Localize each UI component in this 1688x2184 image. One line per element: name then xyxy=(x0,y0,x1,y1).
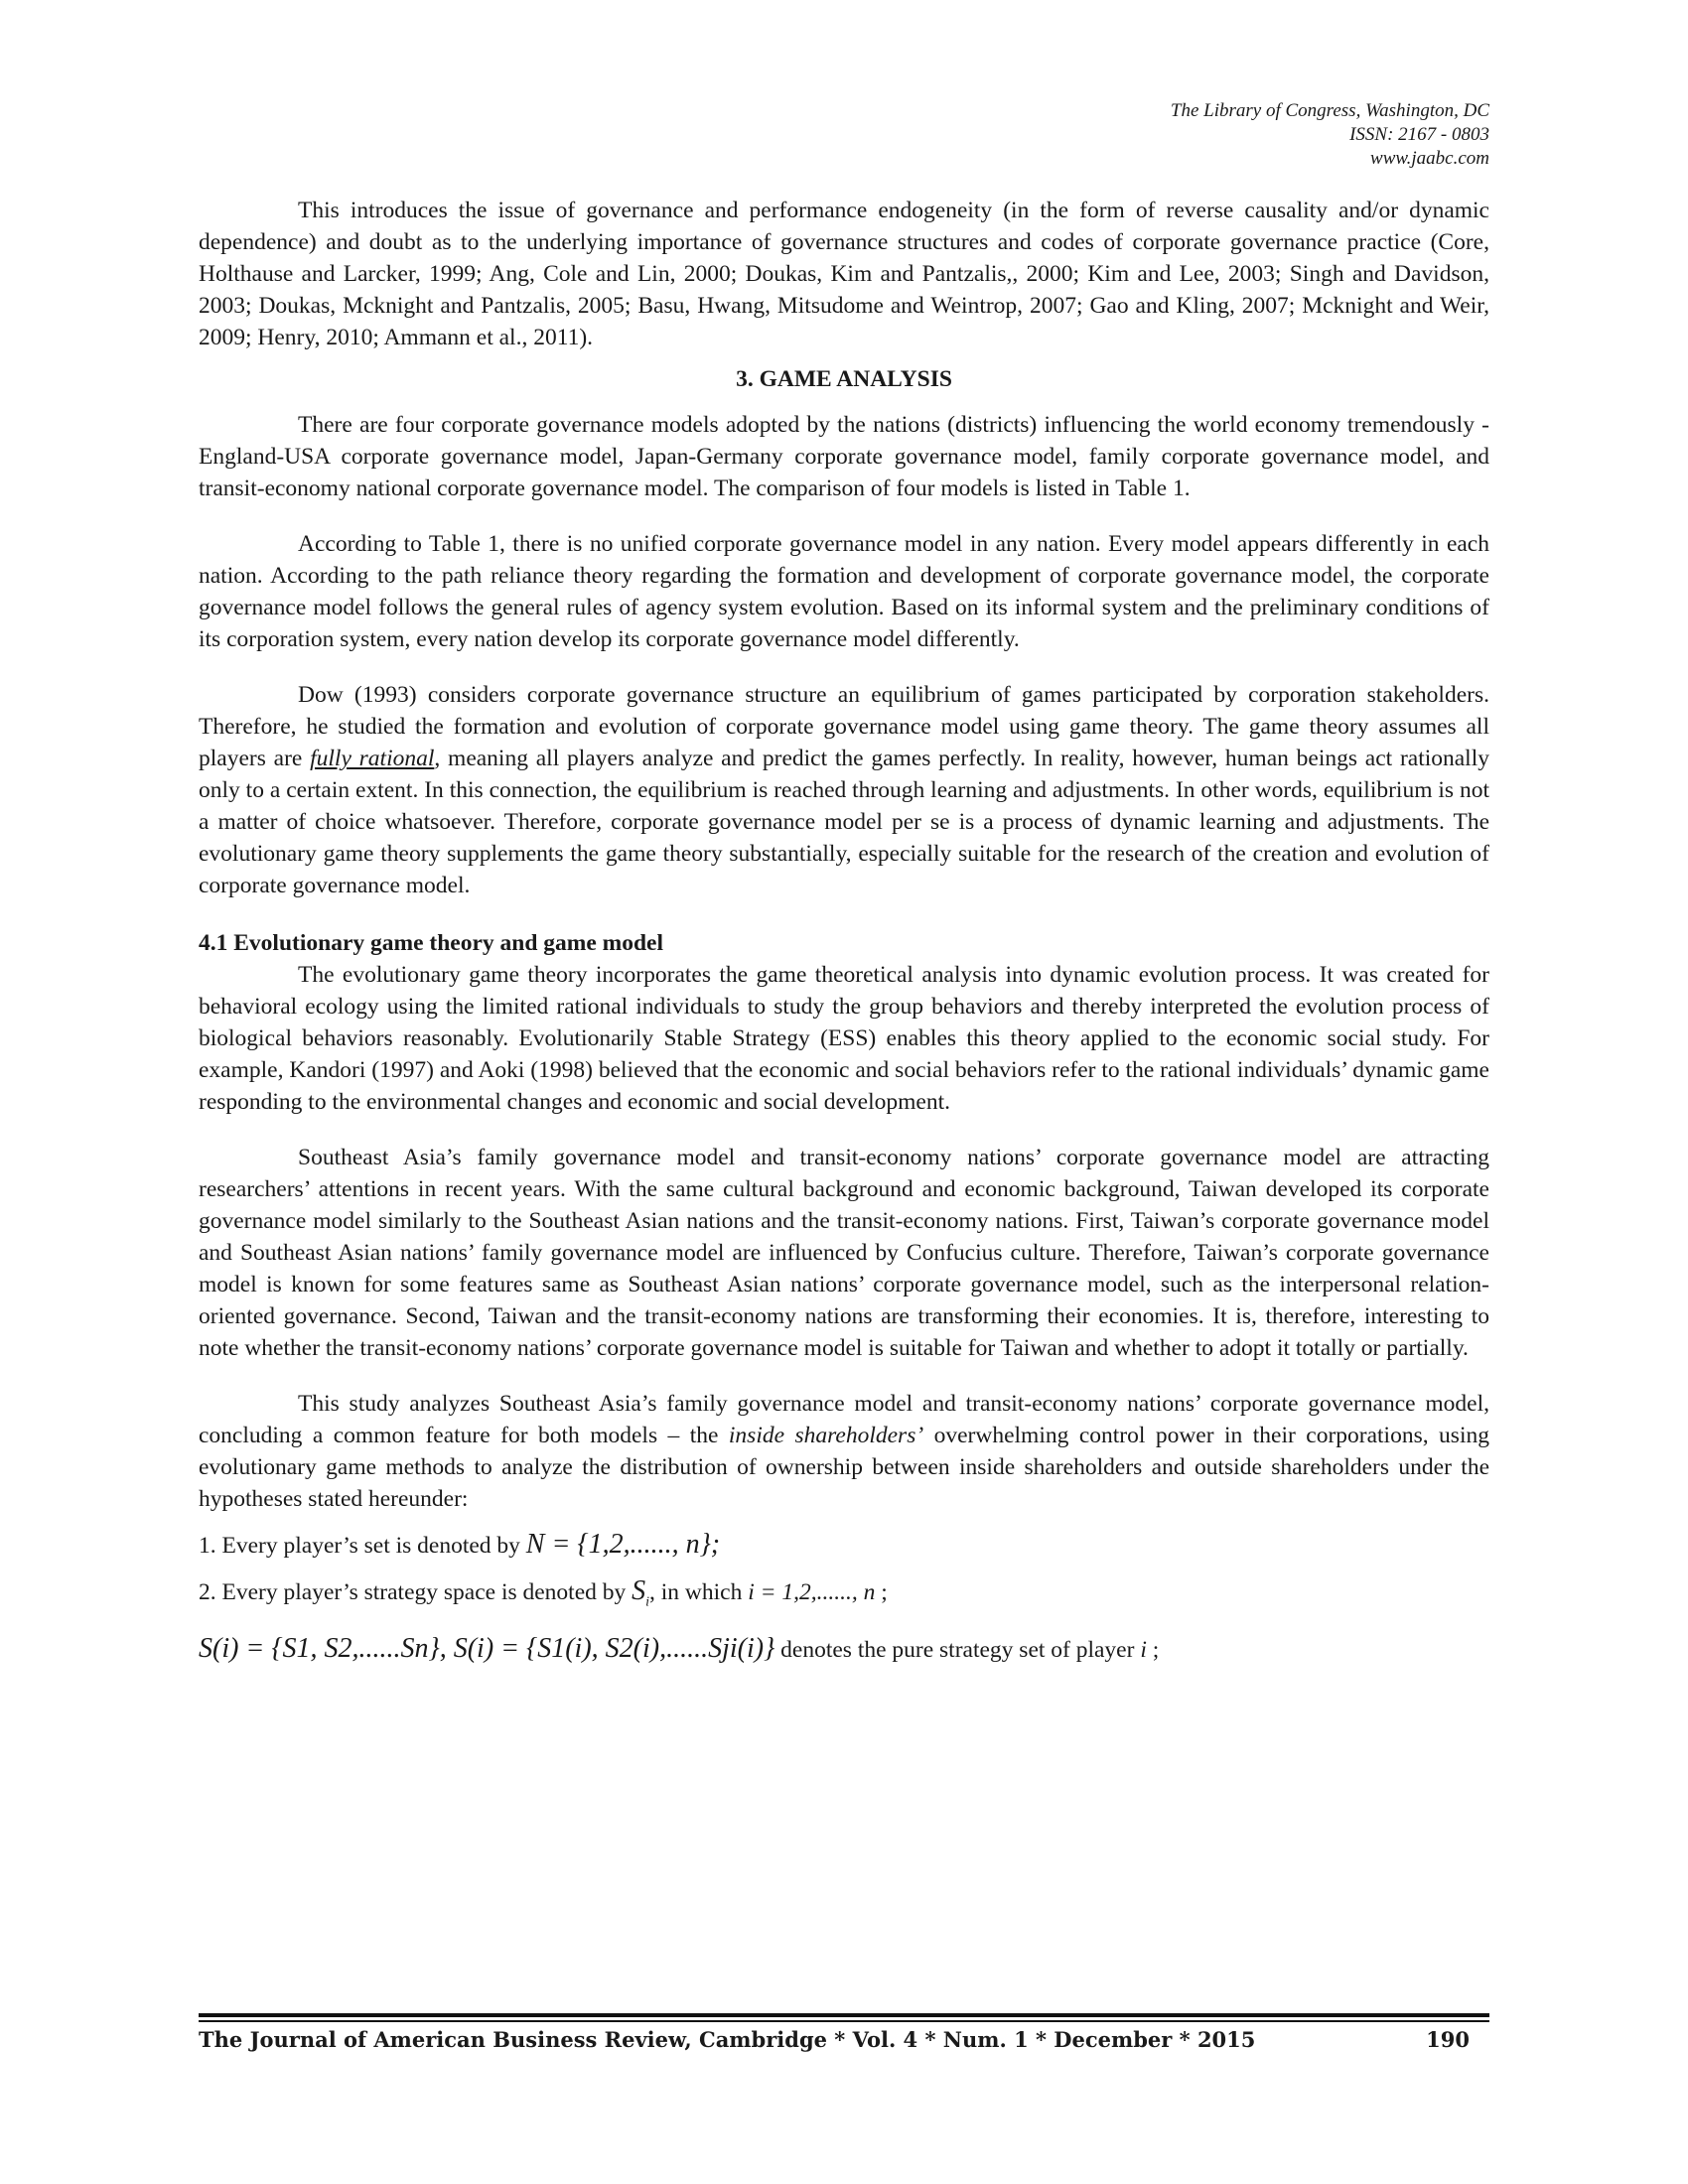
footer-rule-thick xyxy=(199,2013,1489,2017)
paragraph-dow xyxy=(199,679,1489,901)
journal-citation: The Journal of American Business Review, Cambridge * Vol. 4 * Num. 1 * December * 2015 xyxy=(199,2027,1256,2052)
inside-shareholders-emphasis: inside shareholders’ xyxy=(728,1423,924,1448)
section-heading: 3. GAME ANALYSIS xyxy=(736,366,952,392)
paragraph-endogeneity: This introduces the issue of governance and performance endogeneity (in the form of reverse causality and/or dynamic dependence) and doubt as to the underlying importance of governance structures and codes of corporate governance practice (Core, Holthause and Larcker, 1999; Ang, Cole and Lin, 2000; Doukas, Kim and Pantzalis,, 2000; Kim and Lee, 2003; Singh and Davidson, 2003; Doukas, Mcknight and Pantzalis, 2005; Basu, Hwang, Mitsudome and Weintrop, 2007; Gao and Kling, 2007; Mcknight and Weir, 2009; Henry, 2010; Ammann et al., 2011). xyxy=(199,198,1489,350)
footer-rule-thin xyxy=(199,2020,1489,2022)
hypothesis-1-text: 1. Every player’s set is denoted by xyxy=(199,1533,526,1559)
dow-text-2: , meaning all players analyze and predict the games perfectly. In reality, however, human beings act rationally only to a certain extent. In this connection, the equilibrium is reached through learning and adjustments. In other words, equilibrium is not a matter of choice whatsoever. Therefore, corporate governance model per se is a process of dynamic learning and adjustments. The evolutionary game theory supplements the game theory substantially, especially suitable for the research of the creation and evolution of corporate governance model. xyxy=(199,746,1489,898)
subsection-heading: 4.1 Evolutionary game theory and game model xyxy=(199,930,664,956)
paragraph-evolutionary: The evolutionary game theory incorporates the game theoretical analysis into dynamic evolution process. It was created for behavioral ecology using the limited rational individuals to study the group behaviors and thereby interpreted the evolution process of biological behaviors reasonably. Evolutionarily Stable Strategy (ESS) enables this theory applied to the economic social study. For example, Kandori (1997) and Aoki (1998) believed that the economic and social behaviors refer to the rational individuals’ dynamic game responding to the environmental changes and economic and social development. xyxy=(199,962,1489,1115)
player-set-formula: N = {1,2,......, n}; xyxy=(525,1529,721,1560)
hypothesis-3-text: denotes the pure strategy set of player xyxy=(774,1636,1141,1663)
paragraph-study xyxy=(199,1388,1489,1515)
page-header xyxy=(1171,99,1489,171)
index-range-formula: i = 1,2,......, n xyxy=(748,1579,876,1605)
header-issn: ISSN: 2167 - 0803 xyxy=(1349,124,1489,145)
header-publisher: The Library of Congress, Washington, DC xyxy=(1170,100,1489,121)
hypothesis-2-mid: , in which xyxy=(649,1579,749,1605)
paragraph-four-models: There are four corporate governance models adopted by the nations (districts) influencing the world economy tremendously - England-USA corporate governance model, Japan-Germany corporate governance model, family corporate governance model, and transit-economy national corporate governance model. The comparison of four models is listed in Table 1. xyxy=(199,412,1489,501)
hypothesis-2-end: ; xyxy=(875,1579,888,1605)
page-number: 190 xyxy=(1426,2027,1470,2052)
article-body xyxy=(199,195,1489,1666)
paragraph-table-1: According to Table 1, there is no unified corporate governance model in any nation. Every model appears differently in each nation. According to the path reliance theory regarding the formation and development of corporate governance model, the corporate governance model follows the general rules of agency system evolution. Based on its informal system and the preliminary conditions of its corporation system, every nation develop its corporate governance model differently. xyxy=(199,531,1489,652)
header-website: www.jaabc.com xyxy=(1370,148,1489,169)
paragraph-southeast-asia: Southeast Asia’s family governance model and transit-economy nations’ corporate governance model are attracting researchers’ attentions in recent years. With the same cultural background and economic background, Taiwan developed its corporate governance model similarly to the Southeast Asian nations and the transit-economy nations. First, Taiwan’s corporate governance model and Southeast Asian nations’ family governance model are influenced by Confucius culture. Therefore, Taiwan’s corporate governance model is known for some features same as Southeast Asian nations’ corporate governance model, such as the interpersonal relation-oriented governance. Second, Taiwan and the transit-economy nations are transforming their economies. It is, therefore, interesting to note whether the transit-economy nations’ corporate governance model is suitable for Taiwan and whether to adopt it totally or partially. xyxy=(199,1145,1489,1361)
strategy-space-symbol xyxy=(632,1575,650,1610)
pure-strategy-formula: S(i) = {S1, S2,......Sn}, S(i) = {S1(i), S2(i),......Sji(i)} xyxy=(199,1632,775,1664)
hypothesis-3-end: ; xyxy=(1146,1636,1160,1663)
hypothesis-3 xyxy=(199,1633,1489,1666)
hypothesis-2 xyxy=(199,1575,1489,1619)
study-text-1: This study analyzes Southeast Asia’s family governance model and transit-economy nations’ corporate governance model, concluding a common feature for both models – the xyxy=(199,1391,1489,1448)
fully-rational-emphasis: fully rational xyxy=(310,746,435,771)
player-variable: i xyxy=(1140,1636,1147,1663)
study-text-2: overwhelming control power in their corporations, using evolutionary game methods to analyze the distribution of ownership between inside shareholders and outside shareholders under the hypotheses stated hereunder: xyxy=(199,1423,1489,1512)
strategy-space-s: S xyxy=(632,1575,646,1606)
strategy-space-sub: i xyxy=(645,1594,650,1610)
dow-text-1: Dow (1993) considers corporate governance structure an equilibrium of games participated by corporation stakeholders. Therefore, he studied the formation and evolution of corporate governance model using game theory. The game theory assumes all players are xyxy=(199,682,1489,771)
hypothesis-1 xyxy=(199,1529,1489,1562)
hypothesis-2-text: 2. Every player’s strategy space is denoted by xyxy=(199,1579,633,1605)
